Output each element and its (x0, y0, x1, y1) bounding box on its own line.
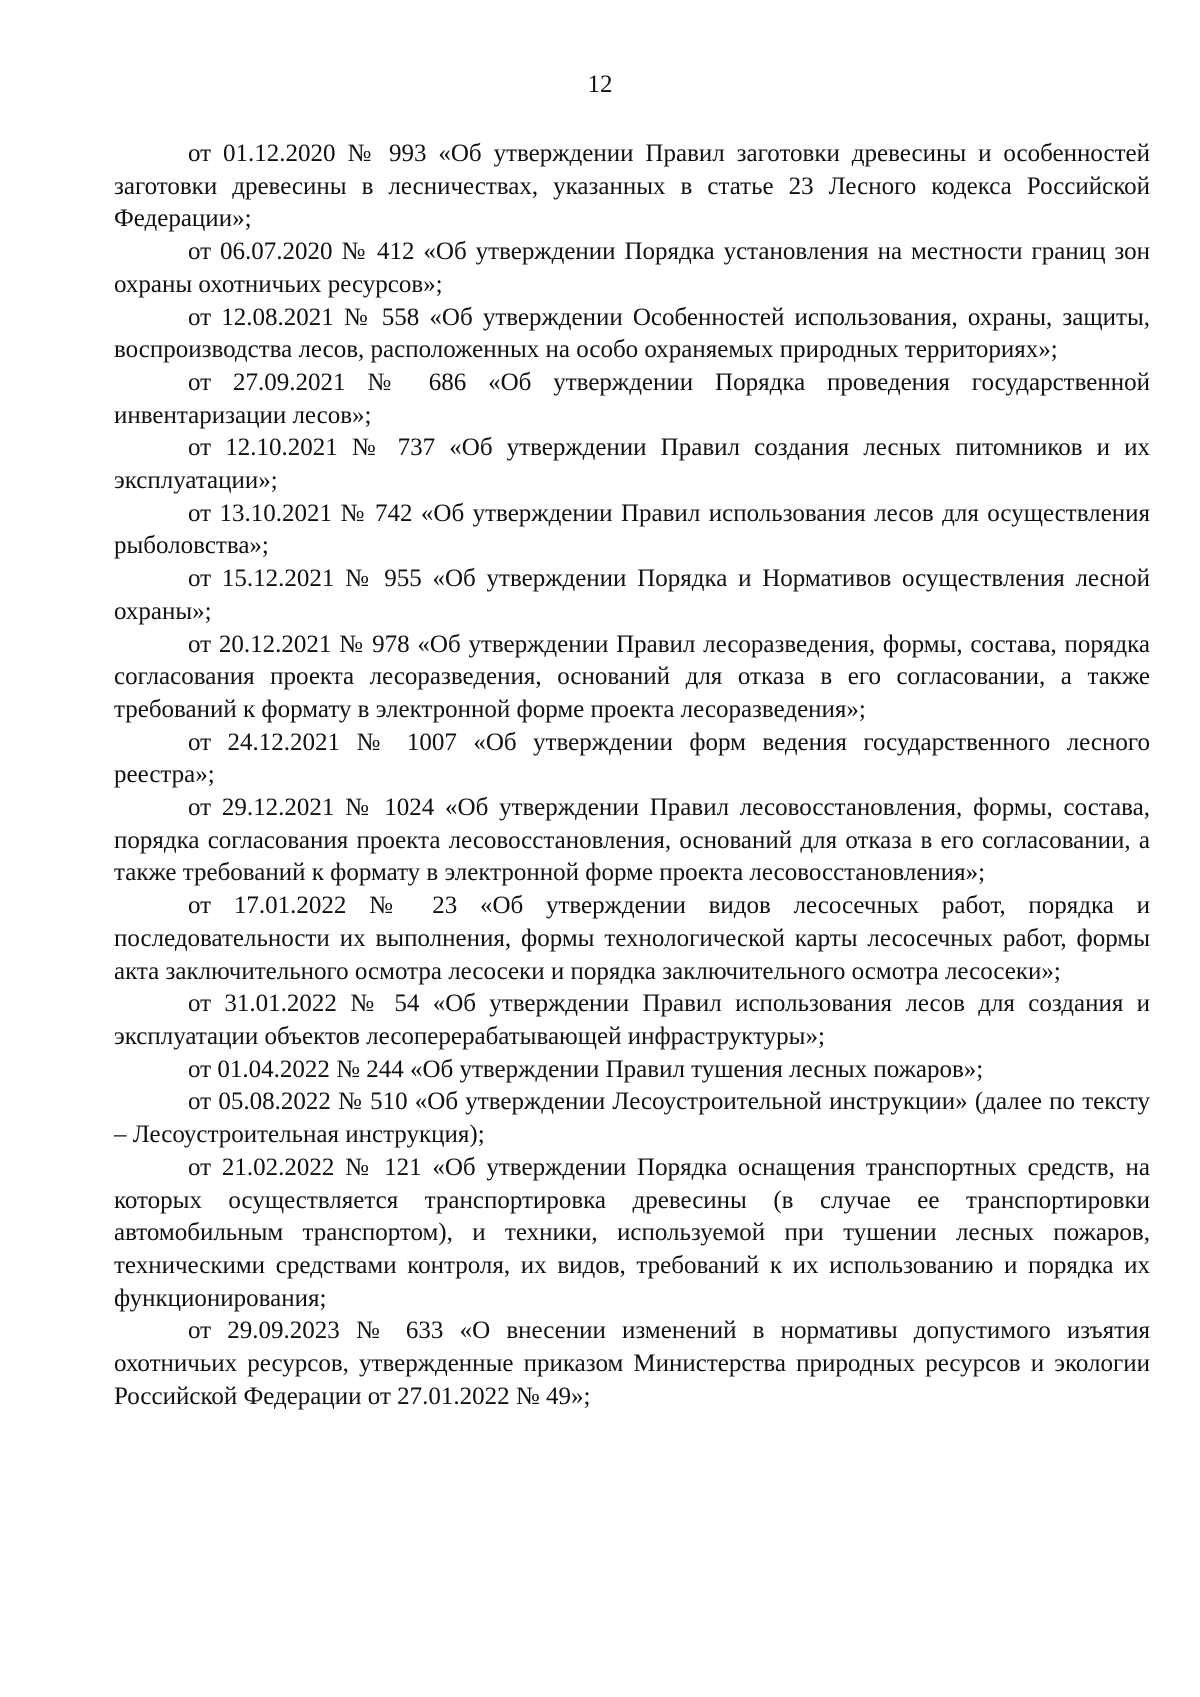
document-body (114, 138, 1150, 1413)
list-item: от 20.12.2021 № 978 «Об утверждении Правил лесоразведения, формы, состава, порядка согласования проекта лесоразведения, оснований для отказа в его согласовании, а также требований к формату в электронной форме проекта лесоразведения»; (114, 630, 1150, 723)
list-item: от 17.01.2022 № 23 «Об утверждении видов лесосечных работ, порядка и последовательности их выполнения, формы технологической карты лесосечных работ, формы акта заключительного осмотра лесосеки и порядка заключительного осмотра лесосеки»; (114, 892, 1150, 985)
list-item: от 21.02.2022 № 121 «Об утверждении Порядка оснащения транспортных средств, на которых осуществляется транспортировка древесины (в случае ее транспортировки автомобильным транспортом), и техники, используемой при тушении лесных пожаров, техническими средствами контроля, их видов, требований к их использованию и порядка их функционирования; (114, 1153, 1150, 1312)
list-item: от 13.10.2021 № 742 «Об утверждении Правил использования лесов для осуществления рыболовства»; (114, 499, 1150, 560)
list-item: от 01.12.2020 № 993 «Об утверждении Правил заготовки древесины и особенностей заготовки древесины в лесничествах, указанных в статье 23 Лесного кодекса Российской Федерации»; (114, 140, 1150, 233)
list-item: от 06.07.2020 № 412 «Об утверждении Порядка установления на местности границ зон охраны охотничьих ресурсов»; (114, 238, 1150, 298)
list-item: от 31.01.2022 № 54 «Об утверждении Правил использования лесов для создания и эксплуатации объектов лесоперерабатывающей инфраструктуры»; (114, 990, 1150, 1050)
list-item: от 05.08.2022 № 510 «Об утверждении Лесоустроительной инструкции» (далее по тексту – Лесоустроительная инструкция); (114, 1088, 1150, 1149)
list-item: от 24.12.2021 № 1007 «Об утверждении форм ведения государственного лесного реестра»; (114, 728, 1150, 789)
list-item: от 29.09.2023 № 633 «О внесении изменений в нормативы допустимого изъятия охотничьих ресурсов, утвержденные приказом Министерства природных ресурсов и экологии Российской Федерации от 27.01.2022 № 49»; (114, 1317, 1150, 1410)
list-item: от 12.08.2021 № 558 «Об утверждении Особенностей использования, охраны, защиты, воспроизводства лесов, расположенных на особо охраняемых природных территориях»; (114, 303, 1150, 364)
list-item: от 15.12.2021 № 955 «Об утверждении Порядка и Нормативов осуществления лесной охраны»; (114, 565, 1150, 625)
list-item: от 27.09.2021 № 686 «Об утверждении Порядка проведения государственной инвентаризации лесов»; (114, 368, 1150, 429)
page-number: 12 (587, 71, 613, 98)
list-item: от 01.04.2022 № 244 «Об утверждении Правил тушения лесных пожаров»; (188, 1055, 984, 1083)
list-item: от 12.10.2021 № 737 «Об утверждении Правил создания лесных питомников и их эксплуатации»; (114, 434, 1150, 495)
list-item: от 29.12.2021 № 1024 «Об утверждении Правил лесовосстановления, формы, состава, порядка согласования проекта лесовосстановления, оснований для отказа в его согласовании, а также требований к формату в электронной форме проекта лесовосстановления»; (114, 794, 1150, 887)
